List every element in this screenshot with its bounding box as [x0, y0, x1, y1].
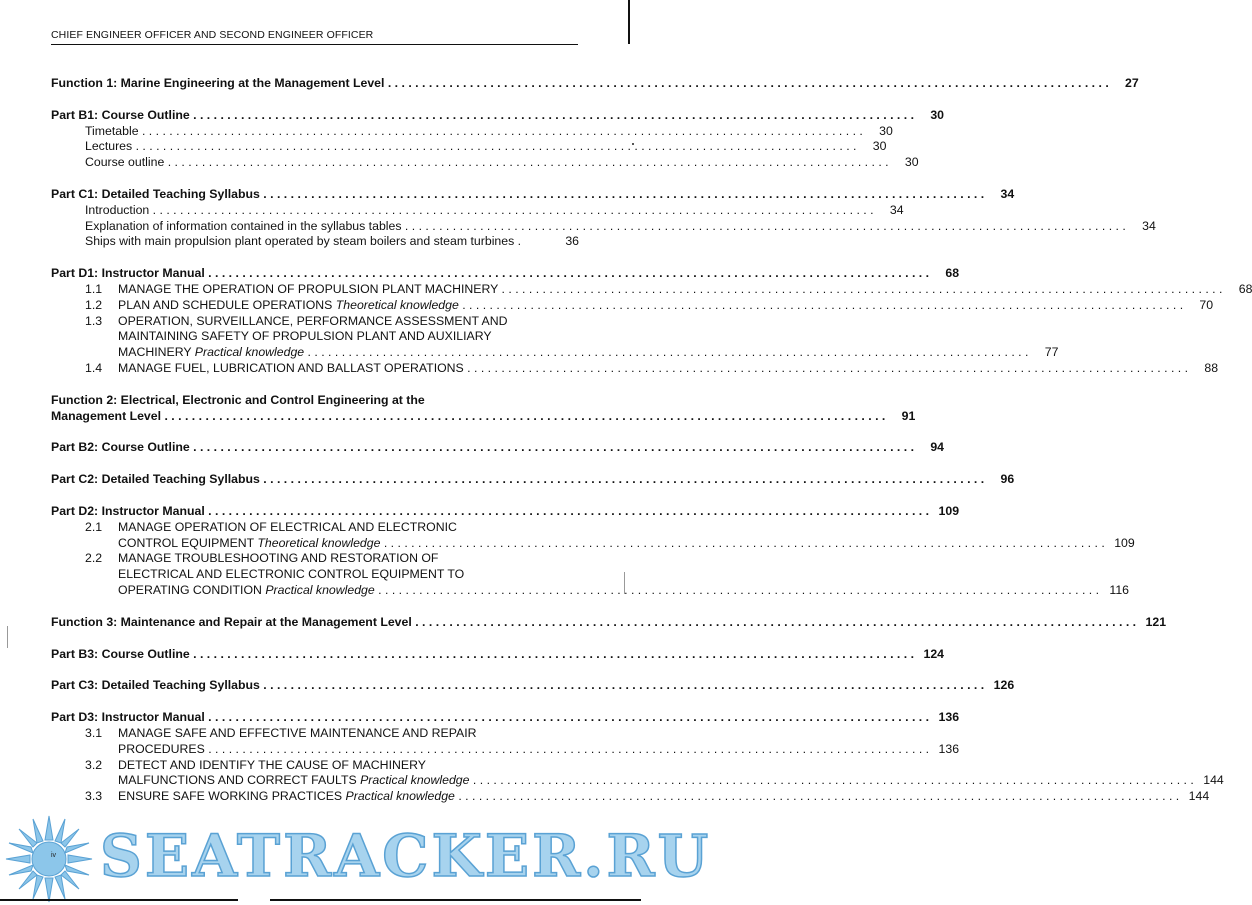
entry-title: ENSURE SAFE WORKING PRACTICES [118, 789, 343, 804]
toc-entry-3-1-line-1[interactable] [51, 726, 579, 742]
footer-rule-right [270, 899, 641, 901]
page-number: 96 [1000, 472, 1015, 487]
page-number: 136 [938, 741, 960, 756]
entry-title: Part D2: Instructor Manual [51, 503, 205, 518]
entry-title: Part B3: Course Outline [51, 646, 190, 661]
page-number: 144 [1203, 773, 1224, 788]
toc-entry-course-outline[interactable] [51, 155, 919, 171]
toc-entry-3-3[interactable] [51, 789, 1210, 805]
page-number: 30 [904, 155, 919, 170]
page-number: 36 [565, 234, 579, 249]
entry-title: Part D1: Instructor Manual [51, 266, 205, 281]
entry-title-line: MANAGE SAFE AND EFFECTIVE MAINTENANCE AND REPAIR [118, 725, 477, 740]
section-number: 1.2 [85, 297, 103, 312]
header-rule [51, 44, 578, 45]
toc-entry-part-b3[interactable] [51, 646, 945, 663]
page-number-footer: iv [51, 852, 57, 859]
page-number: 34 [889, 202, 904, 217]
entry-title: PLAN AND SCHEDULE OPERATIONS [118, 297, 333, 312]
toc-entry-function-2[interactable] [51, 408, 916, 425]
toc-entry-3-2-line-1[interactable] [51, 758, 579, 774]
toc-entry-function-1[interactable] [51, 76, 1139, 92]
page-number: 109 [938, 503, 960, 518]
entry-title-line: Function 2: Electrical, Electronic and Control Engineering at the [51, 392, 425, 407]
entry-title: Function 3: Maintenance and Repair at the Management Level [51, 614, 412, 629]
page-number: 126 [993, 678, 1015, 693]
toc-entry-part-d1[interactable] [51, 266, 960, 282]
knowledge-type: Theoretical knowledge [257, 535, 381, 550]
entry-title: Explanation of information contained in the syllabus tables [85, 218, 402, 233]
toc-entry-1-2[interactable] [51, 297, 1214, 314]
section-number: 1.3 [85, 313, 103, 328]
page-number: 34 [1142, 218, 1156, 233]
knowledge-type: Practical knowledge [360, 773, 470, 788]
toc-entry-timetable[interactable] [51, 123, 893, 140]
toc-entry-part-d2[interactable] [51, 503, 960, 520]
section-number: 3.3 [85, 789, 103, 804]
toc-entry-2-1[interactable] [51, 535, 1135, 552]
entry-title: CONTROL EQUIPMENT [118, 535, 254, 550]
table-of-contents [51, 76, 1252, 805]
toc-entry-function-3[interactable] [51, 614, 1167, 631]
page-number: 116 [1109, 582, 1130, 597]
toc-entry-3-1[interactable] [51, 741, 960, 758]
toc-entry-part-d3[interactable] [51, 710, 960, 726]
watermark-text: SEATRACKER.RU [100, 822, 712, 890]
scan-speck [624, 572, 625, 594]
entry-title: Part C3: Detailed Teaching Syllabus [51, 678, 260, 693]
page-number: 91 [901, 408, 916, 423]
toc-entry-steam-ships[interactable]: Ships with main propulsion plant operated by steam boilers and steam turbines . 36 [85, 234, 579, 249]
entry-title: MACHINERY [118, 345, 192, 360]
entry-title-line: MANAGE TROUBLESHOOTING AND RESTORATION OF [118, 551, 439, 566]
toc-entry-explanation[interactable] [51, 218, 1156, 235]
entry-title: Part C1: Detailed Teaching Syllabus [51, 186, 260, 201]
page-number: 136 [938, 710, 960, 725]
toc-entry-part-c3[interactable] [51, 678, 1015, 694]
knowledge-type: Theoretical knowledge [335, 297, 459, 312]
page-number: 68 [1238, 281, 1252, 296]
entry-title: Management Level [51, 408, 162, 423]
entry-title: Timetable [85, 123, 139, 138]
entry-title: Function 1: Marine Engineering at the Management Level [51, 76, 385, 90]
entry-title-line: ELECTRICAL AND ELECTRONIC CONTROL EQUIPMENT TO [118, 567, 465, 582]
entry-title: OPERATING CONDITION [118, 582, 262, 597]
toc-entry-1-4[interactable] [51, 360, 1219, 377]
knowledge-type: Practical knowledge [265, 582, 375, 597]
page-number: 94 [930, 440, 945, 455]
entry-title: Lectures [85, 139, 133, 154]
toc-entry-3-2[interactable] [51, 773, 1224, 789]
page-number: 88 [1204, 360, 1219, 375]
entry-title-line: DETECT AND IDENTIFY THE CAUSE OF MACHINERY [118, 757, 426, 772]
page-number: 144 [1188, 789, 1210, 804]
running-header: CHIEF ENGINEER OFFICER AND SECOND ENGINEER OFFICER [51, 29, 374, 41]
toc-entry-2-2-line-1[interactable] [51, 551, 579, 567]
page-number: 30 [879, 123, 893, 138]
section-number: 3.1 [85, 725, 103, 740]
section-number: 3.2 [85, 757, 103, 772]
toc-entry-lectures[interactable] [51, 139, 887, 155]
entry-title: MANAGE THE OPERATION OF PROPULSION PLANT MACHINERY [118, 281, 499, 296]
page-number: 68 [945, 266, 960, 281]
section-number: 1.1 [85, 281, 103, 296]
toc-entry-part-c2[interactable] [51, 472, 1015, 488]
entry-title: Part D3: Instructor Manual [51, 710, 205, 725]
knowledge-type: Practical knowledge [345, 789, 455, 804]
entry-title: PROCEDURES [118, 741, 205, 756]
section-number: 2.2 [85, 551, 103, 566]
toc-entry-part-c1[interactable] [51, 186, 1015, 203]
toc-entry-1-3-line-3[interactable] [51, 345, 1059, 361]
toc-entry-2-2[interactable] [51, 582, 1130, 599]
page-number: 27 [1125, 76, 1139, 90]
toc-entry-1-3-line-2 [51, 329, 579, 345]
entry-title-line: MAINTAINING SAFETY OF PROPULSION PLANT AND AUXILIARY [118, 329, 492, 344]
entry-title: Part C2: Detailed Teaching Syllabus [51, 472, 260, 487]
entry-title-line: OPERATION, SURVEILLANCE, PERFORMANCE ASSESSMENT AND [118, 313, 508, 328]
toc-entry-2-2-line-2 [51, 567, 579, 583]
entry-title-line: MANAGE OPERATION OF ELECTRICAL AND ELECTRONIC [118, 519, 457, 534]
toc-entry-2-1-line-1[interactable] [51, 520, 579, 536]
scan-speck [632, 143, 634, 145]
page-edge-mark [628, 0, 630, 44]
page-number: 77 [1044, 345, 1059, 360]
toc-entry-1-3-line-1[interactable] [51, 314, 579, 330]
section-number: 1.4 [85, 360, 103, 375]
toc-entry-part-b2[interactable] [51, 440, 945, 456]
entry-title: MALFUNCTIONS AND CORRECT FAULTS [118, 773, 357, 788]
toc-entry-part-b1[interactable] [51, 107, 945, 124]
page-number: 34 [1000, 186, 1015, 201]
entry-title: Introduction [85, 202, 150, 217]
scan-speck [7, 626, 8, 648]
entry-title: Part B2: Course Outline [51, 440, 190, 455]
footer-rule-left [0, 899, 238, 901]
entry-title: MANAGE FUEL, LUBRICATION AND BALLAST OPERATIONS [118, 360, 464, 375]
page-number: 121 [1145, 614, 1167, 629]
entry-title: Part B1: Course Outline [51, 107, 190, 122]
page-number: 70 [1199, 297, 1214, 312]
sunburst-logo-icon [4, 814, 94, 904]
page-number: 124 [923, 646, 945, 661]
page-number: 30 [930, 107, 945, 122]
section-number: 2.1 [85, 519, 103, 534]
toc-entry-1-1[interactable] [51, 281, 1252, 298]
knowledge-type: Practical knowledge [194, 345, 305, 360]
toc-entry-function-2-line-1[interactable] [51, 393, 579, 409]
toc-entry-introduction[interactable] [51, 202, 904, 219]
entry-title: Course outline [85, 155, 165, 170]
page-number: 30 [872, 139, 887, 154]
page-number: 109 [1114, 535, 1135, 550]
entry-title: Ships with main propulsion plant operated by steam boilers and steam turbines [85, 234, 515, 249]
